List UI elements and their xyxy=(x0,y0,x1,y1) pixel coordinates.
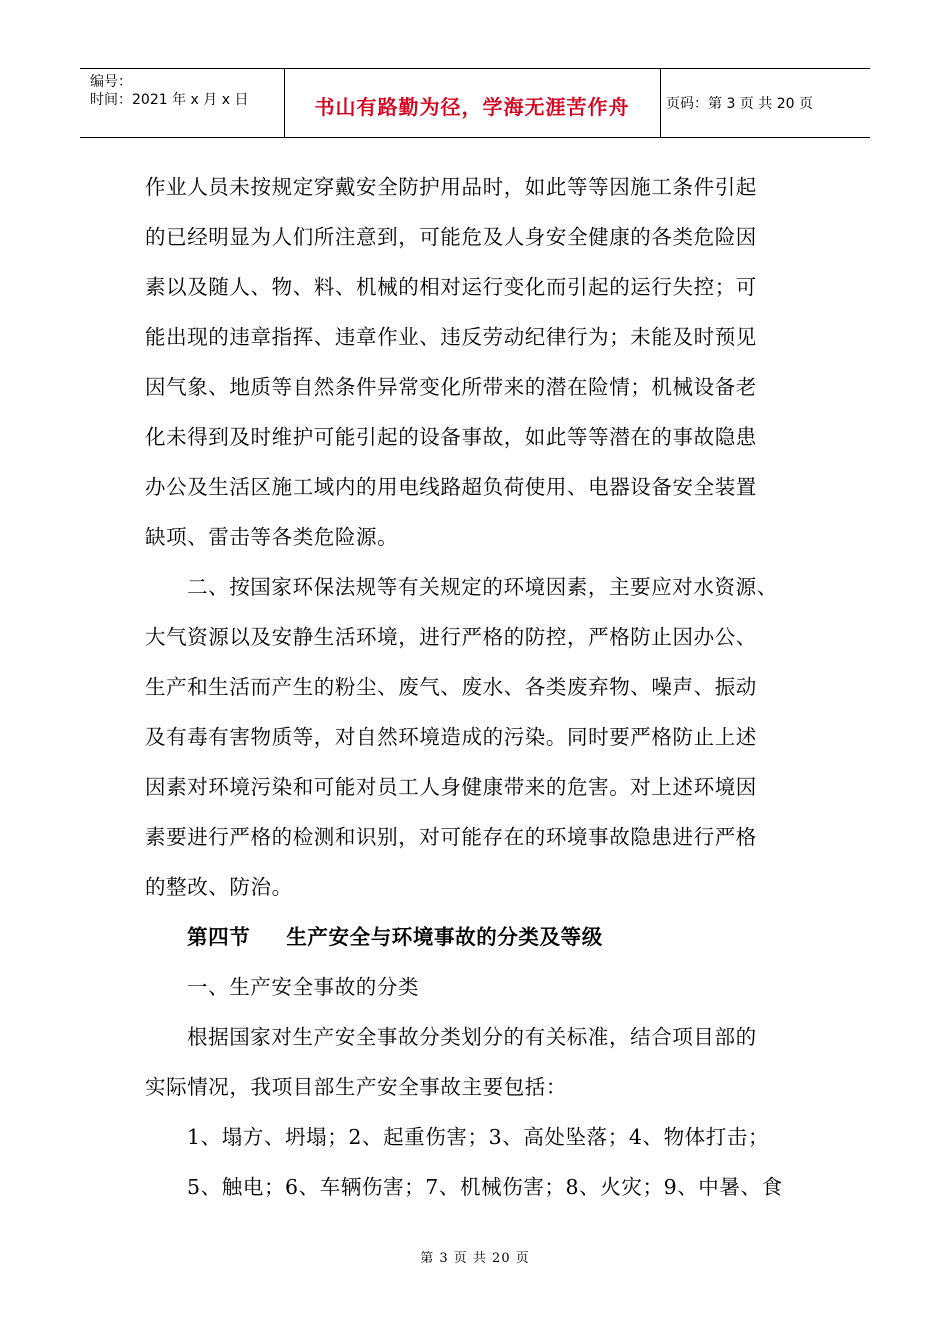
section-title: 生产安全与环境事故的分类及等级 xyxy=(286,925,603,949)
body-line: 的整改、防治。 xyxy=(145,875,293,899)
body-line: 素要进行严格的检测和识别，对可能存在的环境事故隐患进行严格 xyxy=(145,825,757,849)
body-line: 素以及随人、物、料、机械的相对运行变化而引起的运行失控；可 xyxy=(145,275,757,299)
header-motto-cell xyxy=(284,69,661,137)
document-header xyxy=(80,68,870,138)
header-page-cell xyxy=(660,69,870,137)
section-heading xyxy=(187,920,603,950)
body-line: 的已经明显为人们所注意到，可能危及人身安全健康的各类危险因 xyxy=(145,225,757,249)
body-line: 化未得到及时维护可能引起的设备事故，如此等等潜在的事故隐患 xyxy=(145,425,757,449)
page-footer: 第 3 页 共 20 页 xyxy=(420,1251,530,1266)
header-motto: 书山有路勤为径，学海无涯苦作舟 xyxy=(314,95,630,119)
body-line: 大气资源以及安静生活环境，进行严格的防控，严格防止因办公、 xyxy=(145,625,757,649)
body-line: 及有毒有害物质等，对自然环境造成的污染。同时要严格防止上述 xyxy=(145,725,757,749)
body-line: 生产和生活而产生的粉尘、废气、废水、各类废弃物、噪声、振动 xyxy=(145,675,757,699)
subheading: 一、生产安全事故的分类 xyxy=(187,975,420,999)
body-line: 办公及生活区施工域内的用电线路超负荷使用、电器设备安全装置 xyxy=(145,475,757,499)
header-page-info: 页码：第 3 页 共 20 页 xyxy=(666,96,813,112)
body-line: 能出现的违章指挥、违章作业、违反劳动纪律行为；未能及时预见 xyxy=(145,325,757,349)
body-line: 因气象、地质等自然条件异常变化所带来的潜在险情；机械设备老 xyxy=(145,375,757,399)
body-line: 缺项、雷击等各类危险源。 xyxy=(145,525,399,549)
paragraph-start-line: 根据国家对生产安全事故分类划分的有关标准，结合项目部的 xyxy=(187,1025,757,1049)
body-line: 作业人员未按规定穿戴安全防护用品时，如此等等因施工条件引起 xyxy=(145,175,757,199)
list-line: 1、塌方、坍塌；2、起重伤害；3、高处坠落；4、物体打击； xyxy=(187,1125,770,1149)
body-line: 因素对环境污染和可能对员工人身健康带来的危害。对上述环境因 xyxy=(145,775,757,799)
number-label: 编号： xyxy=(90,74,132,90)
time-label: 时间：2021 年 x 月 x 日 xyxy=(90,92,249,108)
list-line: 5、触电；6、车辆伤害；7、机械伤害；8、火灾；9、中暑、食 xyxy=(187,1175,783,1199)
body-line: 实际情况，我项目部生产安全事故主要包括： xyxy=(145,1075,567,1099)
paragraph-start-line: 二、按国家环保法规等有关规定的环境因素，主要应对水资源、 xyxy=(187,575,778,599)
section-number: 第四节 xyxy=(187,925,251,949)
header-meta-cell xyxy=(80,69,285,137)
